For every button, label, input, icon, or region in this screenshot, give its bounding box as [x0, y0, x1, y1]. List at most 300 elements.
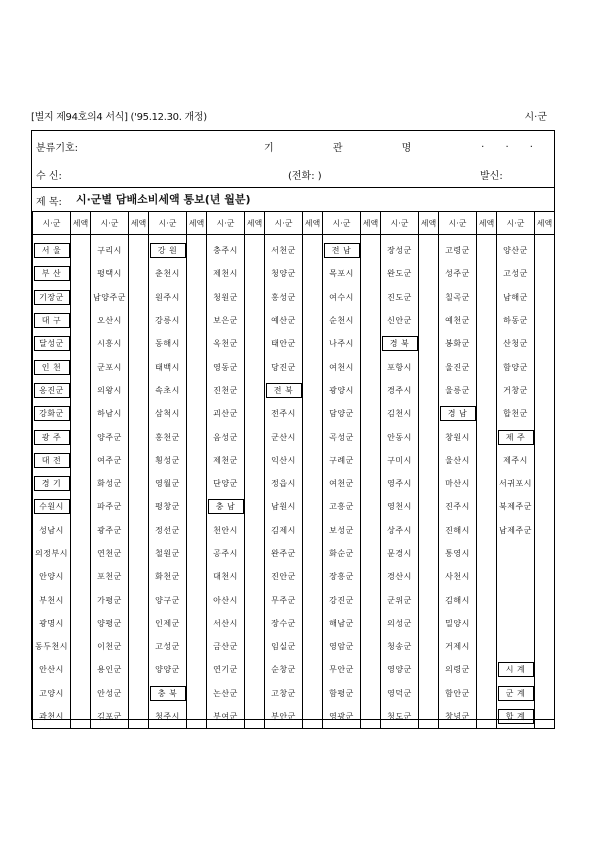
region-name-text: 군 계	[498, 686, 534, 701]
column-header-city-county: 시·군	[149, 212, 187, 235]
region-name-text: 홍천군	[155, 432, 180, 442]
region-name	[381, 658, 418, 681]
region-name-column	[207, 235, 245, 729]
region-name-text: 거제시	[445, 642, 470, 652]
region-group-name	[149, 682, 186, 705]
region-name-text: 전주시	[271, 409, 296, 419]
region-name	[497, 519, 534, 542]
region-name-text: 경주시	[387, 385, 412, 395]
region-name-text: 금산군	[213, 642, 238, 652]
region-name-text: 화순군	[329, 549, 354, 558]
table-body-row	[33, 235, 555, 729]
region-name	[91, 658, 128, 681]
region-name	[265, 425, 302, 448]
region-name	[149, 286, 186, 309]
region-name	[265, 355, 302, 378]
tax-notification-form	[31, 130, 555, 720]
region-name	[323, 705, 360, 728]
region-name-text: 충 북	[150, 686, 186, 701]
region-name-text: 대 전	[34, 453, 70, 468]
region-name-text: 파주군	[97, 502, 122, 512]
region-name-text: 연천군	[97, 549, 122, 558]
tax-amount-cell[interactable]	[245, 235, 265, 729]
region-name	[497, 239, 534, 262]
region-name-text: 서산시	[213, 618, 238, 628]
column-header-tax-amount: 세액	[129, 212, 149, 235]
region-name-text: 인 천	[34, 360, 70, 375]
region-name	[439, 635, 476, 658]
region-name	[439, 705, 476, 728]
region-name	[323, 495, 360, 518]
region-name-text: 예산군	[271, 316, 296, 326]
region-name-text: 충 남	[208, 499, 244, 514]
region-name	[149, 262, 186, 285]
region-name-text: 곡성군	[329, 432, 354, 442]
column-header-city-county: 시·군	[323, 212, 361, 235]
region-name-text: 함평군	[329, 688, 354, 698]
region-name	[381, 262, 418, 285]
region-name	[439, 449, 476, 472]
region-name	[439, 472, 476, 495]
region-name-column	[265, 235, 303, 729]
date-dots: . . .	[481, 139, 542, 150]
region-name-text: 의성군	[387, 618, 412, 628]
region-name	[497, 635, 534, 658]
header-city-county-label: 시·군	[524, 112, 547, 123]
region-name-text: 가평군	[97, 595, 122, 605]
region-group-name	[33, 449, 70, 472]
region-name-text: 옥천군	[213, 339, 238, 349]
region-name	[149, 542, 186, 565]
region-name-text: 의왕시	[97, 385, 122, 395]
region-name	[439, 262, 476, 285]
region-name	[323, 472, 360, 495]
region-name-text: 철원군	[155, 549, 180, 558]
region-group-name	[149, 239, 186, 262]
region-name-text: 사천시	[445, 572, 470, 582]
region-name-text: 광양시	[329, 385, 354, 395]
region-name-text: 양양군	[155, 665, 180, 675]
subject-label: 제 목:	[36, 197, 62, 208]
region-name-text: 홍성군	[271, 292, 296, 302]
region-name-text: 고흥군	[329, 502, 354, 512]
region-name	[33, 658, 70, 681]
region-name	[149, 588, 186, 611]
region-name	[497, 565, 534, 588]
region-name-text: 오산시	[97, 316, 122, 326]
region-name-text: 횡성군	[155, 455, 180, 465]
region-name-text: 이천군	[97, 642, 122, 652]
tax-amount-cell[interactable]	[187, 235, 207, 729]
region-name	[439, 612, 476, 635]
region-name-text: 나주시	[329, 339, 354, 349]
region-name	[381, 472, 418, 495]
region-name-text: 태백시	[155, 362, 180, 372]
column-header-tax-amount: 세액	[361, 212, 381, 235]
region-name	[91, 402, 128, 425]
classification-row	[32, 139, 554, 159]
region-name	[207, 705, 244, 728]
region-name-text: 부 산	[34, 266, 70, 281]
region-name-text: 봉화군	[445, 339, 470, 349]
region-name-text: 달성군	[34, 336, 70, 351]
region-group-name	[33, 379, 70, 402]
region-name-text: 진안군	[271, 572, 296, 582]
region-name	[33, 682, 70, 705]
region-name-text: 장성군	[387, 246, 412, 256]
region-name-column	[381, 235, 419, 729]
region-name-text: 군포시	[97, 362, 122, 372]
region-name-text: 화천군	[155, 572, 180, 582]
region-name	[381, 355, 418, 378]
region-group-name	[33, 402, 70, 425]
region-name-text: 순창군	[271, 665, 296, 675]
region-name	[439, 332, 476, 355]
region-name	[497, 449, 534, 472]
region-group-name	[497, 658, 534, 681]
region-name-text: 여주군	[97, 455, 122, 465]
region-name-text: 거창군	[503, 385, 528, 395]
region-name	[439, 519, 476, 542]
region-name	[323, 612, 360, 635]
phone-label: (전화: )	[288, 171, 322, 182]
region-name	[207, 588, 244, 611]
column-header-tax-amount: 세액	[477, 212, 497, 235]
region-name-text: 진도군	[387, 292, 412, 302]
region-name-text: 강진군	[329, 595, 354, 605]
region-name-text: 태안군	[271, 339, 296, 349]
region-name	[91, 286, 128, 309]
region-name-text: 김포군	[97, 712, 122, 722]
region-name	[497, 262, 534, 285]
region-name-text: 의령군	[445, 665, 470, 675]
region-name	[265, 588, 302, 611]
region-name	[323, 565, 360, 588]
column-header-city-county: 시·군	[497, 212, 535, 235]
region-name	[91, 705, 128, 728]
region-name	[207, 542, 244, 565]
region-name-text: 하남시	[97, 409, 122, 419]
subject-row	[32, 187, 554, 212]
region-name	[207, 425, 244, 448]
sender-label: 발신:	[480, 171, 503, 182]
region-name-text: 문경시	[387, 549, 412, 558]
region-name	[91, 309, 128, 332]
region-name-text: 시 계	[498, 662, 534, 677]
region-name	[323, 402, 360, 425]
form-reference: [별지 제94호의4 서식] ('95.12.30. 개정)	[31, 112, 207, 123]
tax-amount-cell[interactable]	[419, 235, 439, 729]
region-name-text: 서귀포시	[499, 479, 532, 489]
region-name	[265, 309, 302, 332]
region-name	[323, 332, 360, 355]
region-name-text: 통영시	[445, 549, 470, 558]
region-name	[381, 682, 418, 705]
region-name	[439, 495, 476, 518]
region-name-text: 논산군	[213, 688, 238, 698]
region-name	[497, 379, 534, 402]
region-name	[91, 449, 128, 472]
tax-amount-cell[interactable]	[129, 235, 149, 729]
column-header-tax-amount: 세액	[245, 212, 265, 235]
region-name-text: 합천군	[503, 409, 528, 419]
region-name-text: 제천군	[213, 455, 238, 465]
region-group-name	[265, 379, 302, 402]
region-name	[207, 472, 244, 495]
region-name-text: 청원군	[213, 292, 238, 302]
region-group-name	[439, 402, 476, 425]
region-name	[381, 239, 418, 262]
region-name-text: 광 주	[34, 430, 70, 445]
region-name	[497, 402, 534, 425]
region-name-text: 경 남	[440, 406, 476, 421]
region-name-text: 담양군	[329, 409, 354, 419]
region-name	[207, 262, 244, 285]
region-name-text: 마산시	[445, 479, 470, 489]
region-name-text: 평창군	[155, 502, 180, 512]
region-name-text: 옹진군	[34, 383, 70, 398]
recipient-label: 수 신:	[36, 171, 62, 182]
region-name-text: 임실군	[271, 642, 296, 652]
region-name	[265, 705, 302, 728]
region-name	[91, 682, 128, 705]
region-name	[207, 449, 244, 472]
table-header-row	[33, 212, 555, 235]
region-name-text: 여수시	[329, 292, 354, 302]
region-name	[149, 612, 186, 635]
region-name	[439, 239, 476, 262]
region-name-text: 기장군	[34, 290, 70, 305]
region-name-column	[91, 235, 129, 729]
region-group-name	[381, 332, 418, 355]
region-name-text: 수원시	[34, 499, 70, 514]
region-name	[323, 355, 360, 378]
region-name-text: 산청군	[503, 339, 528, 349]
region-name-text: 속초시	[155, 385, 180, 395]
region-name	[439, 682, 476, 705]
region-name	[149, 658, 186, 681]
region-name-text: 김해시	[445, 595, 470, 605]
region-name-text: 정선군	[155, 525, 180, 535]
region-name-text: 양구군	[155, 595, 180, 605]
region-name-text: 단양군	[213, 479, 238, 489]
region-name	[207, 682, 244, 705]
region-name-text: 안동시	[387, 432, 412, 442]
column-header-city-county: 시·군	[381, 212, 419, 235]
region-name	[207, 612, 244, 635]
region-name-text: 제주시	[503, 455, 528, 465]
region-name	[439, 588, 476, 611]
region-name-text: 남원시	[271, 502, 296, 512]
region-name-text: 구미시	[387, 455, 412, 465]
region-name	[149, 495, 186, 518]
region-name-text: 영천시	[387, 502, 412, 512]
region-name-text: 포항시	[387, 362, 412, 372]
region-name-text: 울릉군	[445, 385, 470, 395]
column-header-tax-amount: 세액	[419, 212, 439, 235]
region-name	[439, 286, 476, 309]
region-name-text: 춘천시	[155, 269, 180, 279]
region-name-text: 영양군	[387, 665, 412, 675]
region-name	[149, 402, 186, 425]
region-name	[91, 542, 128, 565]
region-name-text: 장수군	[271, 618, 296, 628]
region-name	[323, 449, 360, 472]
region-name	[381, 705, 418, 728]
region-name	[265, 402, 302, 425]
region-name-text: 울진군	[445, 362, 470, 372]
region-name-text: 안양시	[39, 572, 64, 582]
column-header-tax-amount: 세액	[535, 212, 555, 235]
region-name-column	[439, 235, 477, 729]
region-name-text: 무주군	[271, 595, 296, 605]
region-name-text: 상주시	[387, 525, 412, 535]
region-name	[149, 355, 186, 378]
region-name	[381, 286, 418, 309]
region-name-text: 강화군	[34, 406, 70, 421]
region-name-text: 광주군	[97, 525, 122, 535]
region-name	[381, 449, 418, 472]
tax-amount-cell[interactable]	[361, 235, 381, 729]
region-name	[265, 519, 302, 542]
region-name	[439, 355, 476, 378]
region-name	[497, 495, 534, 518]
region-name	[381, 565, 418, 588]
region-name-text: 남제주군	[499, 525, 532, 535]
region-name	[265, 495, 302, 518]
region-name	[323, 425, 360, 448]
region-name-text: 강 원	[150, 243, 186, 258]
recipient-row	[32, 167, 554, 187]
region-name	[149, 519, 186, 542]
column-header-tax-amount: 세액	[187, 212, 207, 235]
region-name-text: 창원시	[445, 432, 470, 442]
region-name-text: 군위군	[387, 595, 412, 605]
region-name	[91, 612, 128, 635]
region-name-text: 남해군	[503, 292, 528, 302]
region-name-text: 장흥군	[329, 572, 354, 582]
region-name	[207, 635, 244, 658]
region-name	[439, 658, 476, 681]
region-name	[439, 309, 476, 332]
region-name-text: 청도군	[387, 712, 412, 722]
region-name-text: 삼척시	[155, 409, 180, 419]
region-name-text: 창녕군	[445, 712, 470, 722]
region-name-text: 구례군	[329, 455, 354, 465]
region-group-name	[33, 425, 70, 448]
region-name-text: 양평군	[97, 618, 122, 628]
region-name-text: 청송군	[387, 642, 412, 652]
region-name-text: 고양시	[39, 688, 64, 698]
region-name	[33, 542, 70, 565]
region-name-text: 공주시	[213, 549, 238, 558]
region-name-text: 안성군	[97, 688, 122, 698]
region-name	[33, 519, 70, 542]
tax-amount-cell[interactable]	[477, 235, 497, 729]
region-name	[207, 379, 244, 402]
region-name	[33, 635, 70, 658]
region-name-text: 부여군	[213, 712, 238, 722]
region-name	[381, 379, 418, 402]
region-name-text: 아산시	[213, 595, 238, 605]
region-name-text: 영동군	[213, 362, 238, 372]
region-name	[91, 262, 128, 285]
region-name	[149, 705, 186, 728]
region-name	[497, 309, 534, 332]
region-name-text: 함안군	[445, 688, 470, 698]
region-name	[497, 472, 534, 495]
region-name-text: 부안군	[271, 712, 296, 722]
tax-amount-cell[interactable]	[535, 235, 555, 729]
region-name	[265, 286, 302, 309]
subject-title: 시·군별 담배소비세액 통보(년 월분)	[76, 193, 251, 206]
region-name-text: 영주시	[387, 479, 412, 489]
region-name	[207, 565, 244, 588]
region-group-name	[33, 472, 70, 495]
region-name	[265, 472, 302, 495]
region-name-text: 고성군	[155, 642, 180, 652]
region-name-text: 서 울	[34, 243, 70, 258]
region-name	[91, 519, 128, 542]
region-name	[265, 262, 302, 285]
region-name-text: 강릉시	[155, 316, 180, 326]
region-name	[207, 402, 244, 425]
region-name-text: 하동군	[503, 316, 528, 326]
region-name	[265, 682, 302, 705]
region-name-text: 완주군	[271, 549, 296, 558]
region-name	[149, 635, 186, 658]
region-name	[497, 355, 534, 378]
tax-amount-cell[interactable]	[303, 235, 323, 729]
region-name-text: 음성군	[213, 432, 238, 442]
region-name-text: 함양군	[503, 362, 528, 372]
region-name-text: 제천시	[213, 269, 238, 279]
region-name	[497, 542, 534, 565]
classification-label: 분류기호:	[36, 143, 79, 154]
region-name-text: 부천시	[39, 595, 64, 605]
region-name-text: 동두천시	[35, 642, 68, 652]
region-name	[439, 542, 476, 565]
region-name	[207, 239, 244, 262]
region-name-text: 화성군	[97, 479, 122, 489]
region-name	[91, 239, 128, 262]
region-name	[381, 612, 418, 635]
region-name-text: 청주시	[155, 712, 180, 722]
region-name	[207, 309, 244, 332]
region-name	[91, 332, 128, 355]
region-name-text: 구리시	[97, 246, 122, 256]
region-group-name	[33, 495, 70, 518]
region-name-text: 대 구	[34, 313, 70, 328]
tax-amount-cell[interactable]	[71, 235, 91, 729]
region-name-text: 목포시	[329, 269, 354, 279]
region-name	[149, 449, 186, 472]
region-name	[91, 355, 128, 378]
region-name-text: 과천시	[39, 712, 64, 722]
region-name	[265, 565, 302, 588]
region-name-text: 고령군	[445, 246, 470, 256]
region-name	[381, 635, 418, 658]
region-name-text: 익산시	[271, 455, 296, 465]
region-name	[323, 519, 360, 542]
region-name-text: 정읍시	[271, 479, 296, 489]
region-name	[439, 379, 476, 402]
region-name-text: 여천시	[329, 362, 354, 372]
region-name	[323, 309, 360, 332]
region-name	[149, 332, 186, 355]
region-name-text: 대천시	[213, 572, 238, 582]
region-name-text: 원주시	[155, 292, 180, 302]
